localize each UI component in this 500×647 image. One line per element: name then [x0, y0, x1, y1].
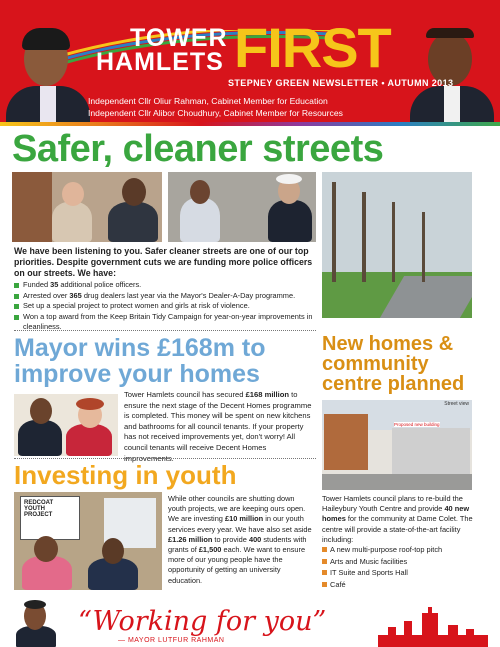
rainbow-divider: [0, 122, 500, 126]
councillor-portrait-right: [406, 28, 498, 122]
homes-body-text: Tower Hamlets council plans to re-build the Haileybury Youth Centre and provide 40 new homes for the community at Dame Colet. The centre will provide a state-of-the-art facility including:: [322, 494, 473, 544]
safer-bullet: Won a top award from the Keep Britain Tidy Campaign for year-on-year improvements in cleanliness.: [14, 312, 318, 333]
photo-mayor-with-resident: [14, 394, 118, 456]
image-caption-proposed: Proposed new building: [394, 422, 440, 427]
photo-tree-lined-path: [322, 172, 472, 318]
homes-facility-list: [322, 544, 484, 590]
section-divider: [14, 458, 316, 459]
image-label-street-view: Street view: [444, 401, 469, 407]
photo-residents-doorstep: [12, 172, 162, 242]
photo-youth-project: [14, 492, 162, 590]
newsletter-subtitle: STEPNEY GREEN NEWSLETTER • AUTUMN 2013: [228, 78, 454, 88]
facility-item: A new multi-purpose roof-top pitch: [322, 544, 484, 556]
facility-item: Arts and Music facilities: [322, 556, 484, 568]
headline-mayor-line1: Mayor wins £168m to: [14, 334, 266, 362]
councillor-line-2: Independent Cllr Alibor Choudhury, Cabinet Member for Resources: [88, 108, 343, 118]
headline-new-homes: New homes & community centre planned: [322, 333, 465, 395]
brand-first: FIRST: [234, 16, 391, 79]
facility-item: IT Suite and Sports Hall: [322, 567, 484, 579]
safer-bullet: Set up a special project to protect women and girls at risk of violence.: [14, 301, 318, 312]
mayor-portrait: [12, 598, 58, 647]
headline-mayor-line2: improve your homes: [14, 360, 260, 388]
facility-item: Café: [322, 579, 484, 591]
safer-bullet: Arrested over 365 drug dealers last year via the Mayor's Dealer-A-Day programme.: [14, 291, 318, 302]
sign-line: PROJECT: [24, 512, 53, 518]
skyline-graphic: [378, 607, 488, 647]
brand-tower: TOWER: [130, 24, 228, 52]
footer-slogan: “Working for you”: [78, 606, 327, 637]
councillor-line-1: Independent Cllr Oliur Rahman, Cabinet Member for Education: [88, 96, 328, 106]
sign-line: REDCOAT: [24, 500, 54, 506]
safer-bullet-list: [14, 280, 318, 333]
safer-bullet: Funded 35 additional police officers.: [14, 280, 318, 291]
photo-police-officers: [168, 172, 316, 242]
footer-attribution: — MAYOR LUTFUR RAHMAN: [118, 637, 225, 644]
sign-line: YOUTH: [24, 506, 45, 512]
headline-safer-streets: Safer, cleaner streets: [12, 128, 384, 170]
youth-body-text: While other councils are shutting down youth projects, we are keeping ours open. We are investing £10 million in our youth services every year. We have also set aside £1.26 million to provide 400 students with grants of £1,500 each. We want to ensure more of our young people have the opportunity of getting an university education.: [168, 494, 312, 585]
councillor-portrait-left: [2, 28, 94, 122]
safer-intro: We have been listening to you. Safer cleaner streets are one of our top priorities. Despite government cuts we are funding more police officers on our streets. We have:: [14, 246, 313, 278]
brand-hamlets: HAMLETS: [96, 48, 224, 76]
masthead: [0, 0, 500, 122]
section-divider: [14, 330, 316, 331]
headline-investing-youth: Investing in youth: [14, 460, 237, 490]
photo-community-centre-render: [322, 400, 472, 490]
mayor-body-text: Tower Hamlets council has secured £168 million to ensure the next stage of the Decent Homes programme is completed. This money will be spent on new kitchens and bathrooms for all council tenants. If your property has not received improvements yet, don't worry! All council tenants will receive Decent Homes improvements.: [124, 390, 312, 463]
